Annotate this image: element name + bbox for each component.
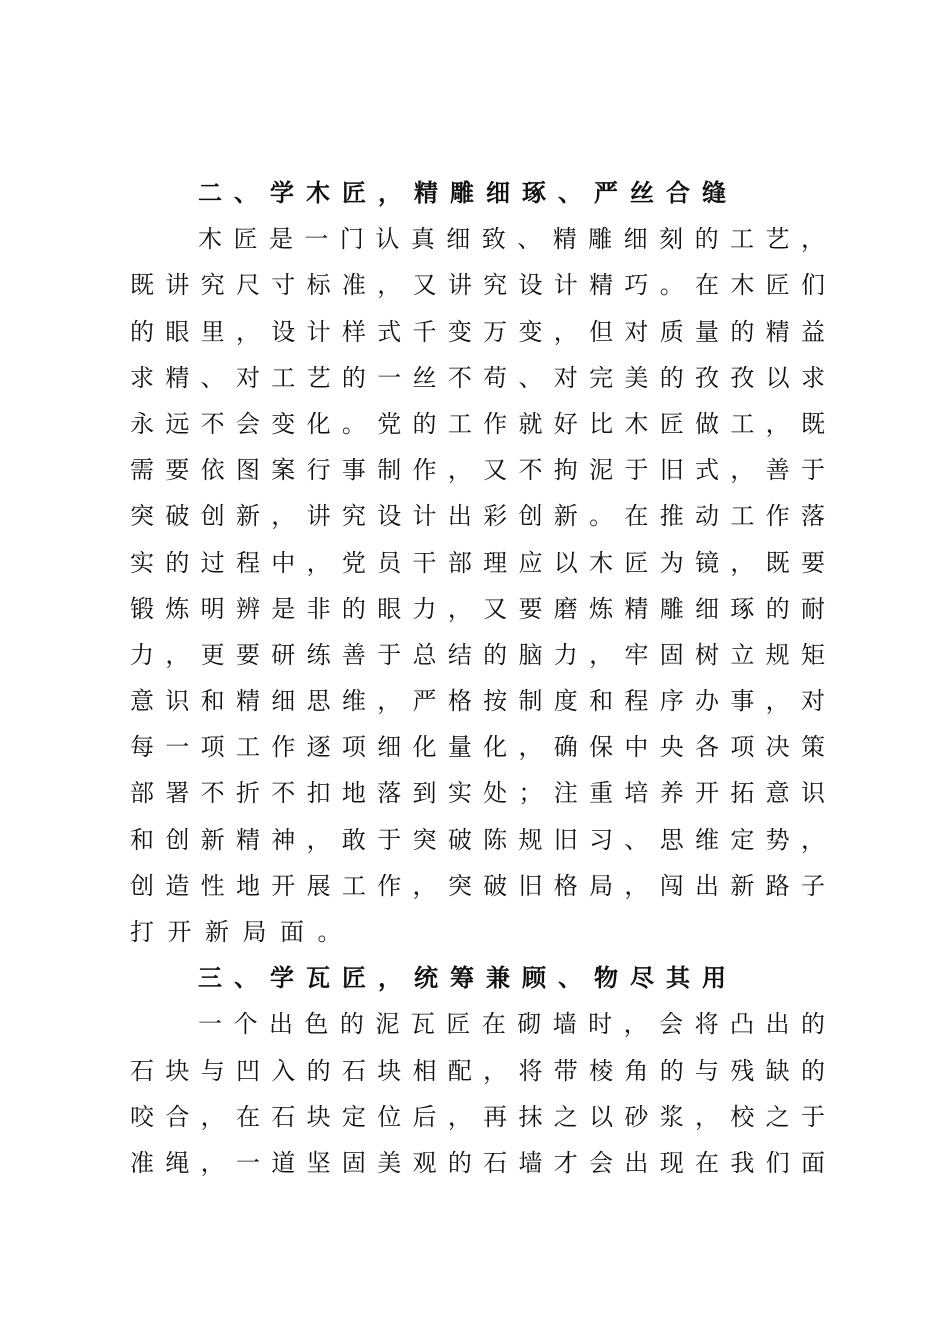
document-body xyxy=(130,170,825,1186)
section-heading-2: 二、学木匠，精雕细琢、严丝合缝 xyxy=(198,179,738,207)
paragraph-line: 木 匠 是 一 门 认 真 细 致 、 精 雕 细 刻 的 工 艺 ， xyxy=(198,225,825,254)
paragraph-line: 准 绳 ， 一 道 坚 固 美 观 的 石 墙 才 会 出 现 在 我 们 面 xyxy=(130,1148,825,1177)
paragraph-line: 永 远 不 会 变 化 。 党 的 工 作 就 好 比 木 匠 做 工 ， 既 xyxy=(130,409,825,438)
paragraph-line: 打 开 新 局 面 。 xyxy=(130,918,342,946)
paragraph-line: 意 识 和 精 细 思 维 ， 严 格 按 制 度 和 程 序 办 事 ， 对 xyxy=(130,687,825,716)
paragraph-line: 石 块 与 凹 入 的 石 块 相 配 ， 将 带 棱 角 的 与 残 缺 的 xyxy=(130,1056,825,1085)
paragraph-line: 创 造 性 地 开 展 工 作 ， 突 破 旧 格 局 ， 闯 出 新 路 子 xyxy=(130,871,825,900)
paragraph-line: 需 要 依 图 案 行 事 制 作 ， 又 不 拘 泥 于 旧 式 ， 善 于 xyxy=(130,456,825,485)
paragraph-line: 部 署 不 折 不 扣 地 落 到 实 处 ； 注 重 培 养 开 拓 意 识 xyxy=(130,779,825,808)
paragraph-line: 求 精 、 对 工 艺 的 一 丝 不 苟 、 对 完 美 的 孜 孜 以 求 xyxy=(130,363,825,392)
paragraph-line: 和 创 新 精 神 ， 敢 于 突 破 陈 规 旧 习 、 思 维 定 势 ， xyxy=(130,825,825,854)
paragraph-line: 突 破 创 新 ， 讲 究 设 计 出 彩 创 新 。 在 推 动 工 作 落 xyxy=(130,502,825,531)
paragraph-line: 一 个 出 色 的 泥 瓦 匠 在 砌 墙 时 ， 会 将 凸 出 的 xyxy=(198,1010,825,1039)
paragraph-line: 既 讲 究 尺 寸 标 准 ， 又 讲 究 设 计 精 巧 。 在 木 匠 们 xyxy=(130,271,825,300)
paragraph-line: 实 的 过 程 中 ， 党 员 干 部 理 应 以 木 匠 为 镜 ， 既 要 xyxy=(130,548,825,577)
paragraph-line: 锻 炼 明 辨 是 非 的 眼 力 ， 又 要 磨 炼 精 雕 细 琢 的 耐 xyxy=(130,594,825,623)
paragraph-line: 的 眼 里 ， 设 计 样 式 千 变 万 变 ， 但 对 质 量 的 精 益 xyxy=(130,317,825,346)
section-heading-3: 三、学瓦匠，统筹兼顾、物尽其用 xyxy=(198,964,738,993)
paragraph-line: 力 ， 更 要 研 练 善 于 总 结 的 脑 力 ， 牢 固 树 立 规 矩 xyxy=(130,640,825,669)
paragraph-line: 每 一 项 工 作 逐 项 细 化 量 化 ， 确 保 中 央 各 项 决 策 xyxy=(130,733,825,762)
paragraph-line: 咬 合 ， 在 石 块 定 位 后 ， 再 抹 之 以 砂 浆 ， 校 之 于 xyxy=(130,1102,825,1131)
